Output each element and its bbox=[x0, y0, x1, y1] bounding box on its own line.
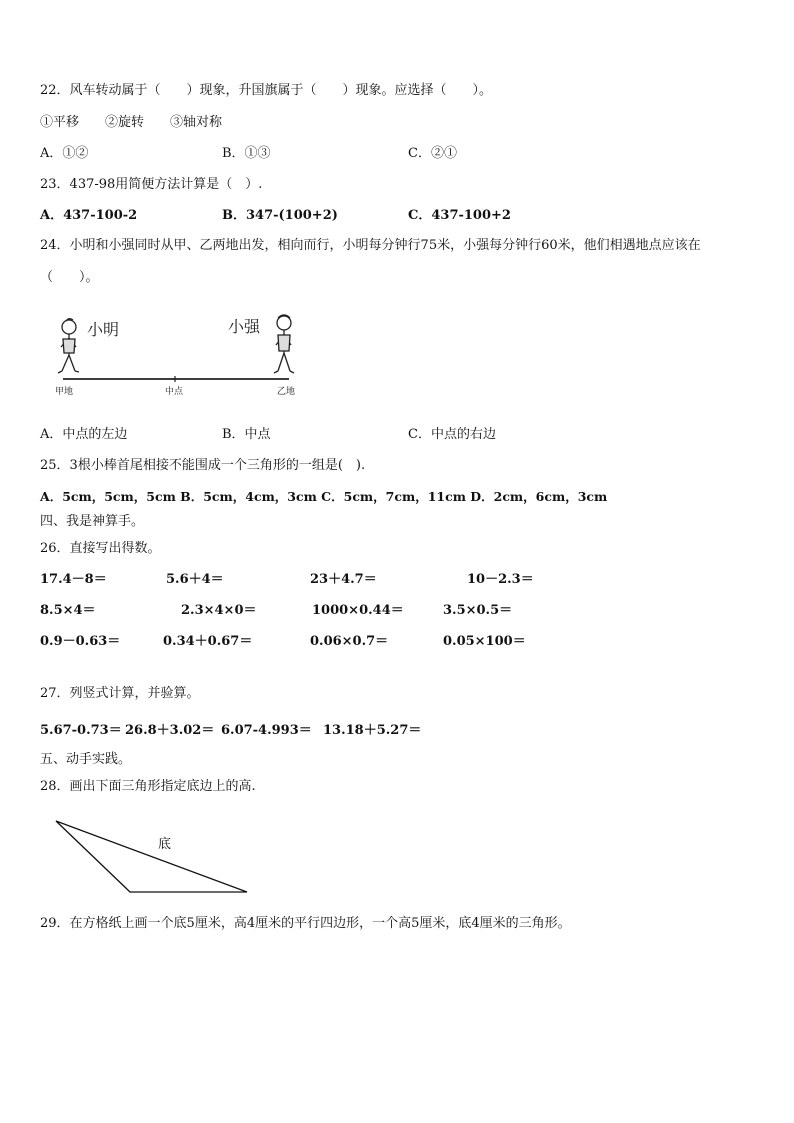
q26-r2-c3: 1000×0.44＝ bbox=[312, 603, 404, 618]
base-label: 底 bbox=[158, 837, 172, 852]
mid-place-label: 中点 bbox=[165, 387, 184, 397]
q26-r3-c2: 0.34＋0.67＝ bbox=[163, 634, 253, 649]
q26-r1-c2: 5.6＋4＝ bbox=[166, 572, 224, 587]
q29-stem: 29．在方格纸上画一个底5厘米，高4厘米的平行四边形，一个高5厘米，底4厘米的三角形。 bbox=[40, 916, 571, 931]
q26-r2-c2: 2.3×4×0＝ bbox=[181, 603, 257, 618]
xiaoming-figure-icon bbox=[58, 319, 79, 373]
q26-stem: 26．直接写出得数。 bbox=[40, 541, 161, 556]
q26-r3-c4: 0.05×100＝ bbox=[443, 634, 526, 649]
q24-option-b: B．中点 bbox=[222, 427, 271, 442]
q22-stem: 22．风车转动属于（ ）现象，升国旗属于（ ）现象。应选择（ ）。 bbox=[40, 83, 493, 98]
q27-item-4: 13.18＋5.27＝ bbox=[323, 723, 422, 738]
q24-figure bbox=[45, 305, 305, 400]
q27-stem: 27．列竖式计算，并验算。 bbox=[40, 686, 200, 701]
q22-option-b: B．①③ bbox=[222, 146, 271, 161]
q27-item-2: 26.8＋3.02＝ bbox=[125, 723, 215, 738]
q26-r1-c4: 10－2.3＝ bbox=[467, 572, 534, 587]
q26-r3-c3: 0.06×0.7＝ bbox=[310, 634, 389, 649]
q22-option-c: C．②① bbox=[408, 146, 457, 161]
section-5-heading: 五、动手实践。 bbox=[40, 752, 132, 767]
q24-option-a: A．中点的左边 bbox=[40, 427, 128, 442]
q26-r3-c1: 0.9－0.63＝ bbox=[40, 634, 121, 649]
left-place-label: 甲地 bbox=[55, 387, 74, 397]
q23-stem: 23．437-98用简便方法计算是（ ）. bbox=[40, 177, 263, 192]
section-4-heading: 四、我是神算手。 bbox=[40, 514, 145, 529]
q24-stem-line2: （ ）。 bbox=[40, 270, 99, 285]
q26-r1-c1: 17.4－8＝ bbox=[40, 572, 107, 587]
q28-stem: 28．画出下面三角形指定底边上的高. bbox=[40, 779, 256, 794]
right-place-label: 乙地 bbox=[277, 387, 296, 397]
q27-item-1: 5.67-0.73＝ bbox=[40, 723, 122, 738]
q28-triangle bbox=[50, 815, 255, 900]
q26-r2-c4: 3.5×0.5＝ bbox=[443, 603, 513, 618]
q25-options: A．5cm，5cm，5cm B．5cm，4cm，3cm C．5cm，7cm，11cm D．2cm，6cm，3cm bbox=[40, 489, 608, 504]
xiaoqiang-figure-icon bbox=[274, 315, 294, 373]
q27-item-3: 6.07-4.993＝ bbox=[221, 723, 312, 738]
q26-r1-c3: 23＋4.7＝ bbox=[310, 572, 377, 587]
q24-stem-line1: 24．小明和小强同时从甲、乙两地出发，相向而行，小明每分钟行75米，小强每分钟行60米，他们相遇地点应该在 bbox=[40, 238, 701, 253]
q24-option-c: C．中点的右边 bbox=[408, 427, 496, 442]
q25-stem: 25．3根小棒首尾相接不能围成一个三角形的一组是( ). bbox=[40, 458, 366, 473]
q23-option-c: C．437-100+2 bbox=[408, 208, 511, 223]
right-name-label: 小强 bbox=[228, 317, 261, 336]
q26-r2-c1: 8.5×4＝ bbox=[40, 603, 96, 618]
q23-option-a: A．437-100-2 bbox=[40, 208, 138, 223]
q22-items: ①平移 ②旋转 ③轴对称 bbox=[40, 115, 223, 130]
q23-option-b: B．347-(100+2) bbox=[222, 208, 338, 223]
q22-option-a: A．①② bbox=[40, 146, 89, 161]
triangle-shape bbox=[56, 821, 247, 892]
left-name-label: 小明 bbox=[87, 320, 120, 339]
